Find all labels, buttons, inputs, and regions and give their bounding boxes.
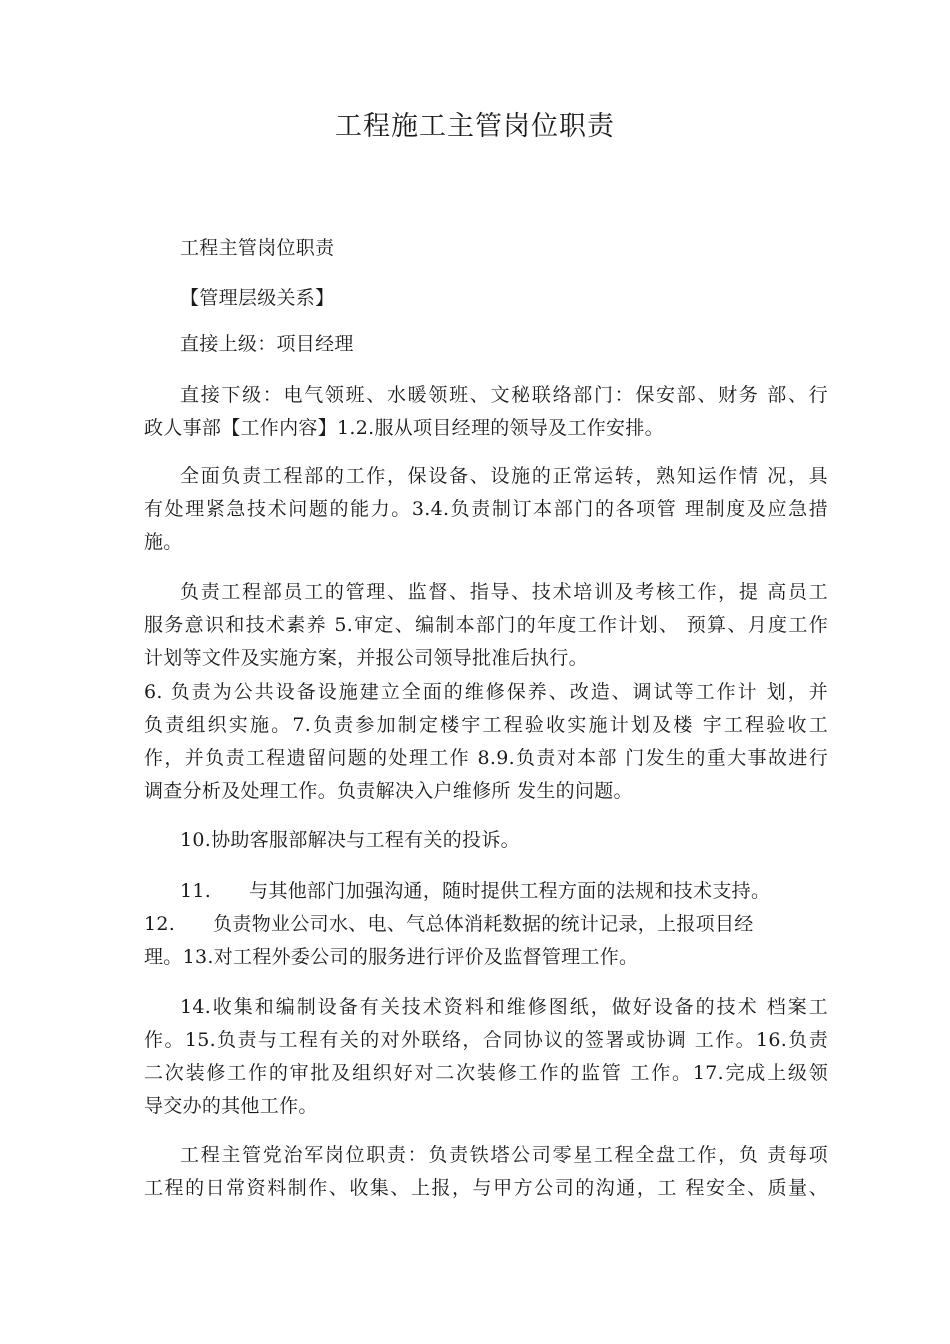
text-line: 政人事部【工作内容】1.2.服从项目经理的领导及工作安排。 xyxy=(144,417,664,439)
text-line: 调查分析及处理工作。负责解决入户维修所 发生的问题。 xyxy=(144,780,633,802)
text-line: 14.收集和编制设备有关技术资料和维修图纸，做好设备的技术 档案工 xyxy=(180,996,828,1018)
text-line: 施。 xyxy=(144,531,183,553)
text-line: 直接上级：项目经理 xyxy=(180,333,354,355)
text-line: 有处理紧急技术问题的能力。3.4.负责制订本部门的各项管 理制度及应急措 xyxy=(144,498,828,520)
text-line: 工程主管党治军岗位职责：负责铁塔公司零星工程全盘工作，负 责每项 xyxy=(180,1144,828,1166)
text-line: 6. 负责为公共设备设施建立全面的维修保养、改造、调试等工作计 划，并 xyxy=(144,681,828,703)
document-title: 工程施工主管岗位职责 xyxy=(335,111,615,142)
text-line: 工程的日常资料制作、收集、上报，与甲方公司的沟通，工 程安全、质量、 xyxy=(144,1177,828,1199)
text-line: 二次装修工作的审批及组织好对二次装修工作的监管 工作。17.完成上级领 xyxy=(144,1062,828,1084)
text-line: 12. 负责物业公司水、电、气总体消耗数据的统计记录，上报项目经 xyxy=(144,913,754,935)
text-line: 【管理层级关系】 xyxy=(180,287,335,309)
text-line: 工程主管岗位职责 xyxy=(180,237,335,259)
text-line: 作。15.负责与工程有关的对外联络，合同协议的签署或协调 工作。16.负责 xyxy=(144,1029,828,1051)
text-line: 理。13.对工程外委公司的服务进行评价及监督管理工作。 xyxy=(144,946,639,968)
text-line: 导交办的其他工作。 xyxy=(144,1095,318,1117)
text-line: 计划等文件及实施方案，并报公司领导批准后执行。 xyxy=(144,647,588,669)
text-line: 全面负责工程部的工作，保设备、设施的正常运转，熟知运作情 况，具 xyxy=(180,465,828,487)
text-line: 负责组织实施。7.负责参加制定楼宇工程验收实施计划及楼 宇工程验收工 xyxy=(144,714,828,736)
text-line: 10.协助客服部解决与工程有关的投诉。 xyxy=(180,829,520,851)
text-line: 服务意识和技术素养 5.审定、编制本部门的年度工作计划、 预算、月度工作 xyxy=(144,614,828,636)
text-line: 负责工程部员工的管理、监督、指导、技术培训及考核工作，提 高员工 xyxy=(180,581,828,603)
text-line: 11. 与其他部门加强沟通，随时提供工程方面的法规和技术支持。 xyxy=(180,880,771,902)
text-line: 作，并负责工程遗留问题的处理工作 8.9.负责对本部 门发生的重大事故进行 xyxy=(144,747,828,769)
text-line: 直接下级：电气领班、水暖领班、文秘联络部门：保安部、财务 部、行 xyxy=(180,384,828,406)
